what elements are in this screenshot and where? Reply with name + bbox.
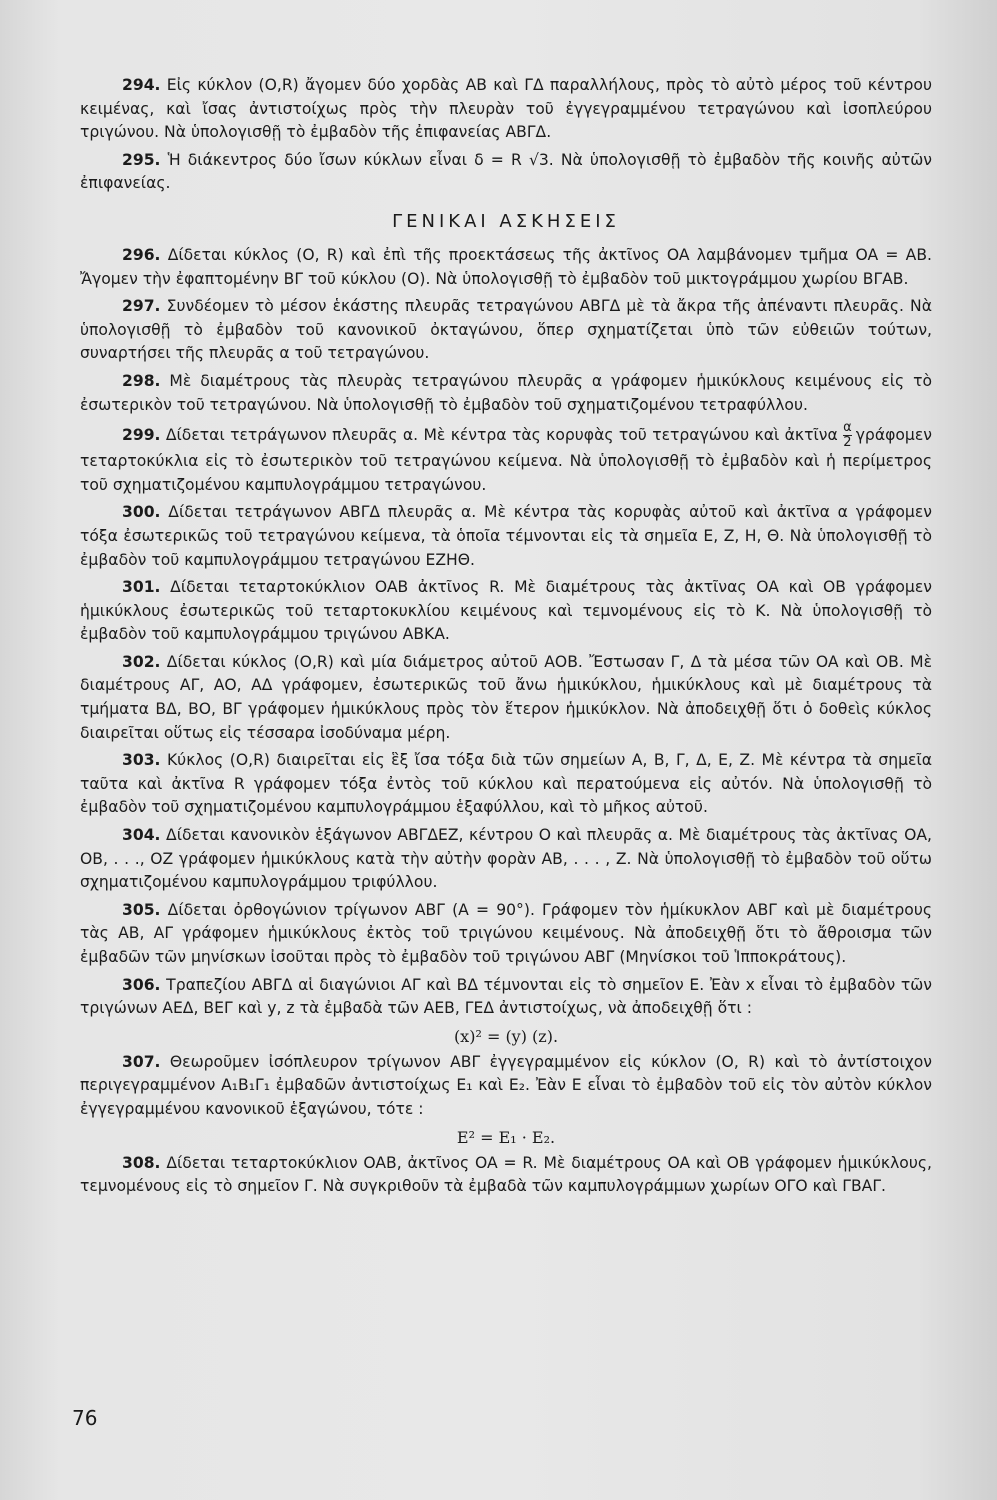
exercise-number: 299. — [122, 426, 161, 445]
exercise-number: 307. — [122, 1052, 161, 1071]
exercise-text: Θεωροῦμεν ἰσόπλευρον τρίγωνον ΑΒΓ ἐγγεγραμμένον εἰς κύκλον (O, R) καὶ τὸ ἀντίστοιχον περιγεγραμμένον Α₁Β₁Γ₁ ἐμβαδῶν ἀντιστοίχως Ε₁ καὶ Ε₂. Ἐὰν Ε εἶναι τὸ ἐμβαδὸν τοῦ εἰς τὸν αὐτὸν κύκλον ἐγγεγραμμένου κανονικοῦ ἑξαγώνου, τότε : — [80, 1052, 932, 1118]
exercise-304 — [80, 824, 932, 895]
exercise-text: Ἡ διάκεντρος δύο ἴσων κύκλων εἶναι δ = R √3. Νὰ ὑπολογισθῇ τὸ ἐμβαδὸν τῆς κοινῆς αὐτῶν ἐπιφανείας. — [80, 150, 932, 193]
exercise-text: Μὲ διαμέτρους τὰς πλευρὰς τετραγώνου πλευρᾶς α γράφομεν ἡμικύκλους κειμένους εἰς τὸ ἐσωτερικὸν τοῦ τετραγώνου. Νὰ ὑπολογισθῇ τὸ ἐμβαδὸν τοῦ σχηματιζομένου τετραφύλλου. — [80, 371, 932, 414]
exercise-number: 306. — [122, 975, 161, 994]
exercise-number: 294. — [122, 76, 161, 94]
exercise-302 — [80, 651, 932, 745]
exercise-number: 297. — [122, 297, 161, 316]
fraction-alpha-over-2 — [843, 421, 852, 450]
exercise-295 — [80, 149, 932, 196]
page-number: 76 — [72, 1406, 98, 1430]
exercise-text: Κύκλος (O,R) διαιρεῖται εἰς ἓξ ἴσα τόξα διὰ τῶν σημείων Α, Β, Γ, Δ, Ε, Ζ. Μὲ κέντρα τὰ σημεῖα ταῦτα καὶ ἀκτῖνα R γράφομεν τόξα ἐντὸς τοῦ κύκλου καὶ περατούμενα εἰς αὐτόν. Νὰ ὑπολογισθῇ τὸ ἐμβαδὸν τοῦ σχηματιζομένου καμπυλογράμμου ἑξαφύλλου, καὶ τὸ μῆκος αὐτοῦ. — [80, 751, 932, 817]
exercise-text: Δίδεται τεταρτοκύκλιον OAB ἀκτῖνος R. Μὲ διαμέτρους τὰς ἀκτῖνας OA καὶ OB γράφομεν ἡμικύκλους ἐσωτερικῶς τοῦ τεταρτοκυκλίου κειμένους καὶ τεμνομένους εἰς τὸ Κ. Νὰ ὑπολογισθῇ τὸ ἐμβαδὸν τοῦ καμπυλογράμμου τριγώνου ΑΒΚΑ. — [80, 578, 932, 644]
exercise-text: Δίδεται ὀρθογώνιον τρίγωνον ΑΒΓ (Α = 90°). Γράφομεν τὸν ἡμίκυκλον ΑΒΓ καὶ μὲ διαμέτρους τὰς ΑΒ, ΑΓ γράφομεν ἡμικύκλους ἐκτὸς τοῦ τριγώνου κειμένους. Νὰ ἀποδειχθῇ ὅτι τὸ ἄθροισμα τῶν ἐμβαδῶν τῶν μηνίσκων ἰσοῦται πρὸς τὸ ἐμβαδὸν τοῦ τριγώνου ΑΒΓ (Μηνίσκοι τοῦ Ἱπποκράτους). — [80, 900, 932, 966]
exercise-text: Συνδέομεν τὸ μέσον ἑκάστης πλευρᾶς τετραγώνου ΑΒΓΔ μὲ τὰ ἄκρα τῆς ἀπέναντι πλευρᾶς. Νὰ ὑπολογισθῇ τὸ ἐμβαδὸν τοῦ κανονικοῦ ὀκταγώνου, ὅπερ σχηματίζεται ὑπὸ τῶν εὐθειῶν τούτων, συναρτήσει τῆς πλευρᾶς α τοῦ τετραγώνου. — [80, 297, 932, 363]
formula-306: (x)² = (y) (z). — [453, 1026, 559, 1046]
exercise-number: 308. — [122, 1153, 161, 1172]
formula-307: Ε² = Ε₁ · Ε₂. — [456, 1127, 556, 1147]
exercise-307 — [80, 1051, 932, 1122]
exercise-number: 301. — [122, 578, 161, 597]
exercise-text: Δίδεται κύκλος (O,R) καὶ μία διάμετρος αὐτοῦ ΑΟΒ. Ἔστωσαν Γ, Δ τὰ μέσα τῶν OA καὶ OB. Μὲ διαμέτρους ΑΓ, ΑΟ, ΑΔ γράφομεν, ἐσωτερικῶς τοῦ ἄνω ἡμικύκλου, ἡμικύκλους καὶ μὲ διαμέτρους τὰ τμήματα ΒΔ, ΒΟ, ΒΓ γράφομεν ἡμικύκλους πρὸς τὸν ἕτερον ἡμικύκλον. Νὰ ἀποδειχθῇ ὅτι ὁ δοθεὶς κύκλος διαιρεῖται οὕτως εἰς τέσσαρα ἰσοδύναμα μέρη. — [80, 652, 932, 742]
exercise-300 — [80, 501, 932, 572]
exercise-text: Δίδεται κανονικὸν ἑξάγωνον ΑΒΓΔΕΖ, κέντρου Ο καὶ πλευρᾶς α. Μὲ διαμέτρους τὰς ἀκτῖνας ΟΑ, ΟΒ, . . ., ΟΖ γράφομεν ἡμικύκλους κατὰ τὴν αὐτὴν φορὰν ΑΒ, . . . , Ζ. Νὰ ὑπολογισθῇ τὸ ἐμβαδὸν τοῦ οὕτω σχηματιζομένου καμπυλογράμμου τριφύλλου. — [80, 826, 932, 892]
exercise-308 — [80, 1152, 932, 1199]
exercise-text: Δίδεται τεταρτοκύκλιον OAB, ἀκτῖνος OA = R. Μὲ διαμέτρους OA καὶ OB γράφομεν ἡμικύκλους, τεμνομένους εἰς τὸ σημεῖον Γ. Νὰ συγκριθοῦν τὰ ἐμβαδὰ τῶν καμπυλογράμμων χωρίων ΟΓΟ καὶ ΓΒΑΓ. — [80, 1153, 932, 1196]
exercise-298 — [80, 370, 932, 417]
exercise-number: 304. — [122, 826, 161, 845]
exercise-text-continued: γράφομεν τεταρτοκύκλια εἰς τὸ ἐσωτερικὸν τοῦ τετραγώνου κείμενα. Νὰ ὑπολογισθῇ τὸ ἐμβαδὸν καὶ ἡ περίμετρος τοῦ σχηματιζομένου καμπυλογράμμου τετραγώνου. — [80, 426, 932, 494]
exercise-number: 300. — [122, 503, 161, 522]
page-text — [80, 74, 932, 1203]
exercise-text: Εἰς κύκλον (O,R) ἄγομεν δύο χορδὰς AB καὶ ΓΔ παραλλήλους, πρὸς τὸ αὐτὸ μέρος τοῦ κέντρου κειμένας, καὶ ἴσας ἀντιστοίχως πρὸς τὴν πλευρὰν τοῦ ἐγγεγραμμένου τετραγώνου καὶ ἰσοπλεύρου τριγώνου. Νὰ ὑπολογισθῇ τὸ ἐμβαδὸν τῆς ἐπιφανείας ΑΒΓΔ. — [80, 76, 932, 142]
exercise-number: 302. — [122, 652, 161, 671]
exercise-number: 298. — [122, 371, 161, 390]
exercise-text: Δίδεται τετράγωνον ΑΒΓΔ πλευρᾶς α. Μὲ κέντρα τὰς κορυφὰς αὐτοῦ καὶ ἀκτῖνα α γράφομεν τόξα ἐσωτερικῶς τοῦ τετραγώνου κείμενα, τὰ ὁποῖα τέμνονται εἰς τὰ σημεῖα Ε, Ζ, Η, Θ. Νὰ ὑπολογισθῇ τὸ ἐμβαδὸν τοῦ καμπυλογράμμου τετραγώνου ΕΖΗΘ. — [80, 503, 932, 569]
exercise-294 — [80, 74, 932, 145]
exercise-number: 303. — [122, 751, 161, 770]
fraction-numerator: α — [843, 420, 852, 436]
exercise-text: Δίδεται κύκλος (O, R) καὶ ἐπὶ τῆς προεκτάσεως τῆς ἀκτῖνος OA λαμβάνομεν τμῆμα OA = AB. Ἄγομεν τὴν ἐφαπτομένην ΒΓ τοῦ κύκλου (O). Νὰ ὑπολογισθῇ τὸ ἐμβαδὸν τοῦ μικτογράμμου χωρίου ΒΓΑΒ. — [80, 245, 932, 288]
exercise-303 — [80, 749, 932, 820]
exercise-301 — [80, 576, 932, 647]
fraction-denominator: 2 — [843, 435, 852, 451]
section-heading: ΓΕΝΙΚΑΙ ΑΣΚΗΣΕΙΣ — [392, 210, 620, 232]
exercise-text: Δίδεται τετράγωνον πλευρᾶς α. Μὲ κέντρα τὰς κορυφὰς τοῦ τετραγώνου καὶ ἀκτῖνα — [165, 426, 838, 445]
exercise-number: 296. — [122, 245, 161, 264]
exercise-number: 305. — [122, 900, 161, 919]
exercise-306 — [80, 974, 932, 1021]
exercise-number: 295. — [122, 150, 161, 169]
exercise-305 — [80, 899, 932, 970]
exercise-text: Τραπεζίου ΑΒΓΔ αἱ διαγώνιοι ΑΓ καὶ ΒΔ τέμνονται εἰς τὸ σημεῖον Ε. Ἐὰν x εἶναι τὸ ἐμβαδὸν τῶν τριγώνων ΑΕΔ, ΒΕΓ καὶ y, z τὰ ἐμβαδὰ τῶν ΑΕΒ, ΓΕΔ ἀντιστοίχως, νὰ ἀποδειχθῇ ὅτι : — [80, 975, 933, 1018]
exercise-299 — [80, 421, 932, 497]
exercise-296 — [80, 244, 932, 291]
exercise-297 — [80, 295, 932, 366]
